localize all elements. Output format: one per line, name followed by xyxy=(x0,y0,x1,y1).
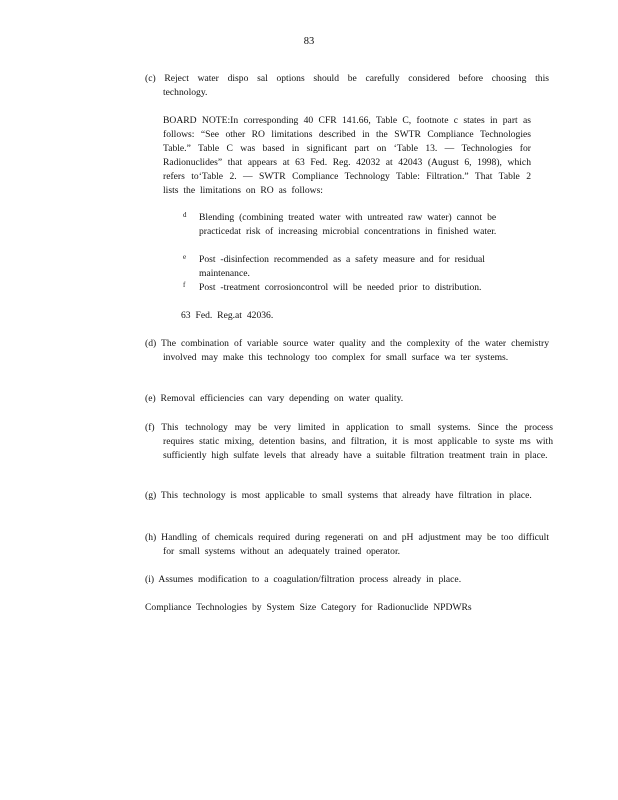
note-item-i: (i) Assumes modification to a coagulation/filtration process already in place. xyxy=(145,574,462,585)
footnote-e xyxy=(183,253,489,281)
table-heading: Compliance Technologies by System Size Category for Radionuclide NPDWRs xyxy=(145,602,472,613)
page-number: 83 xyxy=(303,36,315,47)
footnote-mark-f: f xyxy=(183,281,186,289)
footnote-d xyxy=(183,211,499,239)
note-item-e: (e) Removal efficiencies can vary depending on water quality. xyxy=(145,393,404,404)
footnote-mark-e: e xyxy=(183,253,187,261)
note-item-h: (h) Handling of chemicals required during regenerati on and pH adjustment may be too difficult for small systems without an adequately trained operator. xyxy=(145,532,549,557)
board-note: BOARD NOTE:In corresponding 40 CFR 141.66, Table C, footnote c states in part as follows: “See other RO limitations described in the SWTR Compliance Technologies Table.” Table C was based in significant part on ‘Table 13. — Technologies for Radionuclides” that appears at 63 Fed. Reg. 42032 at 42043 (August 6, 1998), which refers to‘Table 2. — SWTR Compliance Technology Table: Filtration.” That Table 2 lists the limitations on RO as follows: xyxy=(163,115,531,196)
note-item-g: (g) This technology is most applicable to small systems that already have filtration in place. xyxy=(145,490,532,501)
citation: 63 Fed. Reg.at 42036. xyxy=(181,310,274,321)
note-item-f: (f) This technology may be very limited in application to small systems. Since the process requires static mixing, detention basins, and filtration, it is most applicable to syste ms with sufficiently high sulfate levels that already have a suitable filtration treatment train in place. xyxy=(145,422,553,461)
footnote-mark-d: d xyxy=(183,211,187,219)
note-item-c: (c) Reject water dispo sal options should be carefully considered before choosing this technology. xyxy=(145,73,549,98)
note-item-d: (d) The combination of variable source water quality and the complexity of the water chemistry involved may make this technology too complex for small surface wa ter systems. xyxy=(145,338,549,363)
footnote-text-f: Post -treatment corrosioncontrol will be needed prior to distribution. xyxy=(199,282,482,293)
footnote-f xyxy=(183,281,489,295)
footnote-text-d: Blending (combining treated water with untreated raw water) cannot be practicedat risk of increasing microbial concentrations in finished water. xyxy=(199,212,497,237)
footnote-text-e: Post -disinfection recommended as a safety measure and for residual maintenance. xyxy=(199,254,485,279)
